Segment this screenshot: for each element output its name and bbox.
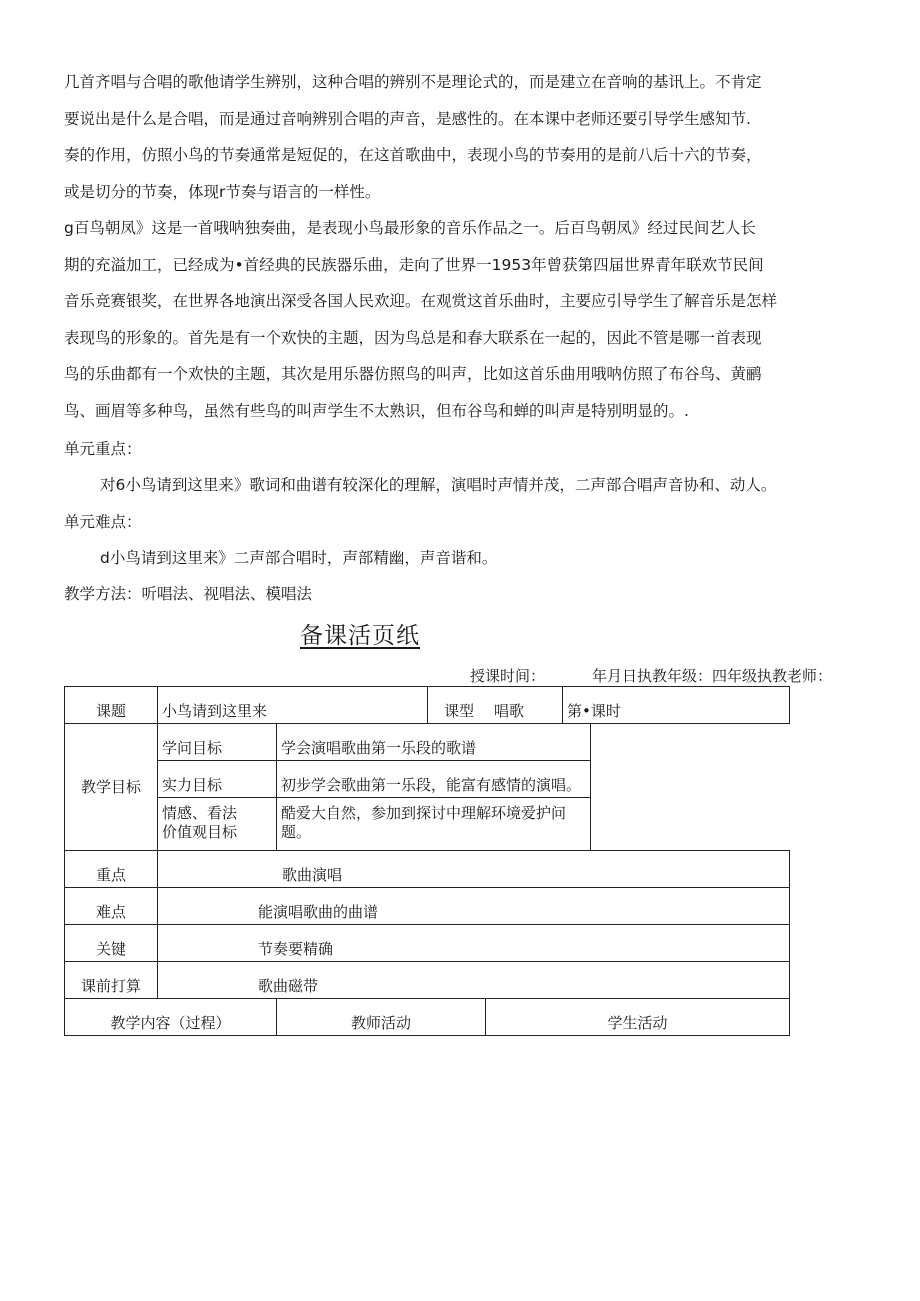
empty-cell <box>591 798 790 851</box>
goal-label <box>158 798 277 851</box>
crux-label: 关键 <box>65 925 158 962</box>
type-value: 唱歌 <box>494 702 525 720</box>
difficulty-label: 难点 <box>65 888 158 925</box>
lesson-plan-table <box>64 686 790 1036</box>
goal-value: 酷爱大自然，参加到探讨中理解环境爱护问题。 <box>277 798 591 851</box>
goals-label: 教学目标 <box>65 724 158 851</box>
lesson-meta <box>470 665 832 686</box>
prep-value: 歌曲磁带 <box>158 962 790 999</box>
table-row <box>65 761 790 798</box>
text-line: 要说出是什么是合唱，而是通过音响辨别合唱的声音，是感性的。在本课中老师还要引导学生感知节. <box>64 109 751 128</box>
period-value: 第•课时 <box>563 687 790 724</box>
goal-label-line: 情感、看法 <box>162 804 238 822</box>
difficulty-value: 能演唱歌曲的曲谱 <box>158 888 790 925</box>
table-row <box>65 798 790 851</box>
text-line: 音乐竞赛银奖，在世界各地演出深受各国人民欢迎。在观赏这首乐曲时，主要应引导学生了解音乐是怎样 <box>64 292 778 310</box>
prep-label: 课前打算 <box>65 962 158 999</box>
text-line: 鸟、画眉等多种鸟，虽然有些鸟的叫声学生不太熟识，但布谷鸟和蝉的叫声是特别明显的。. <box>64 401 689 420</box>
table-row <box>65 851 790 888</box>
bainiao-paragraph <box>64 210 864 429</box>
type-label: 课型 <box>444 702 475 720</box>
empty-cell <box>591 761 790 798</box>
page-title: 备课活页纸 <box>300 623 420 649</box>
goal-label: 实力目标 <box>158 761 277 798</box>
topic-value: 小鸟请到这里来 <box>158 687 428 724</box>
table-row <box>65 925 790 962</box>
goal-value: 学会演唱歌曲第一乐段的歌谱 <box>277 724 591 761</box>
teaching-method: 教学方法：听唱法、视唱法、模唱法 <box>64 585 313 603</box>
crux-value: 节奏要精确 <box>158 925 790 962</box>
text-line: 几首齐唱与合唱的歌他请学生辨别，这种合唱的辨别不是理论式的，而是建立在音响的基讯上。不肯定 <box>64 73 762 91</box>
table-row <box>65 962 790 999</box>
table-row <box>65 888 790 925</box>
table-row <box>65 724 790 761</box>
unit-key-text: 对6小鸟请到这里来》歌词和曲谱有较深化的理解，演唱时声情并茂，二声部合唱声音协和、动人。 <box>100 476 777 494</box>
unit-difficulty-heading: 单元难点： <box>64 513 142 531</box>
table-row <box>65 999 790 1036</box>
text-line: 奏的作用，仿照小鸟的节奏通常是短促的，在这首歌曲中，表现小鸟的节奏用的是前八后十六的节奏， <box>64 146 762 164</box>
teacher-activity-header: 教师活动 <box>277 999 486 1036</box>
key-label: 重点 <box>65 851 158 888</box>
goal-label-line: 价值观目标 <box>162 823 238 841</box>
lesson-type-cell <box>428 687 563 724</box>
content-process-header: 教学内容（过程） <box>65 999 277 1036</box>
text-line: 期的充溢加工，已经成为•首经典的民族器乐曲，走向了世界一1953年曾获第四届世界青年联欢节民间 <box>64 255 764 274</box>
intro-paragraph <box>64 64 864 210</box>
table-row <box>65 687 790 724</box>
text-line: 表现鸟的形象的。首先是有一个欢快的主题，因为鸟总是和春大联系在一起的，因此不管是哪一首表现 <box>64 328 762 347</box>
date-grade-info: 年月日执教年级：四年级执教老师： <box>592 667 833 685</box>
topic-label: 课题 <box>65 687 158 724</box>
time-label: 授课时间： <box>470 667 546 685</box>
unit-difficulty-text: d小鸟请到这里来》二声部合唱时，声部精幽，声音谐和。 <box>100 549 498 567</box>
text-line: g百鸟朝凤》这是一首哦呐独奏曲，是表现小鸟最形象的音乐作品之一。后百鸟朝凤》经过民间艺人长 <box>64 219 756 237</box>
key-value: 歌曲演唱 <box>158 851 790 888</box>
unit-key-heading: 单元重点： <box>64 440 142 458</box>
goal-label: 学问目标 <box>158 724 277 761</box>
goal-value: 初步学会歌曲第一乐段，能富有感情的演唱。 <box>277 761 591 798</box>
student-activity-header: 学生活动 <box>486 999 790 1036</box>
text-line: 鸟的乐曲都有一个欢快的主题，其次是用乐器仿照鸟的叫声，比如这首乐曲用哦呐仿照了布谷鸟、黄鹂 <box>64 365 762 383</box>
empty-cell <box>591 724 790 761</box>
text-line: 或是切分的节奏，体现r节奏与语言的一样性。 <box>64 182 381 201</box>
